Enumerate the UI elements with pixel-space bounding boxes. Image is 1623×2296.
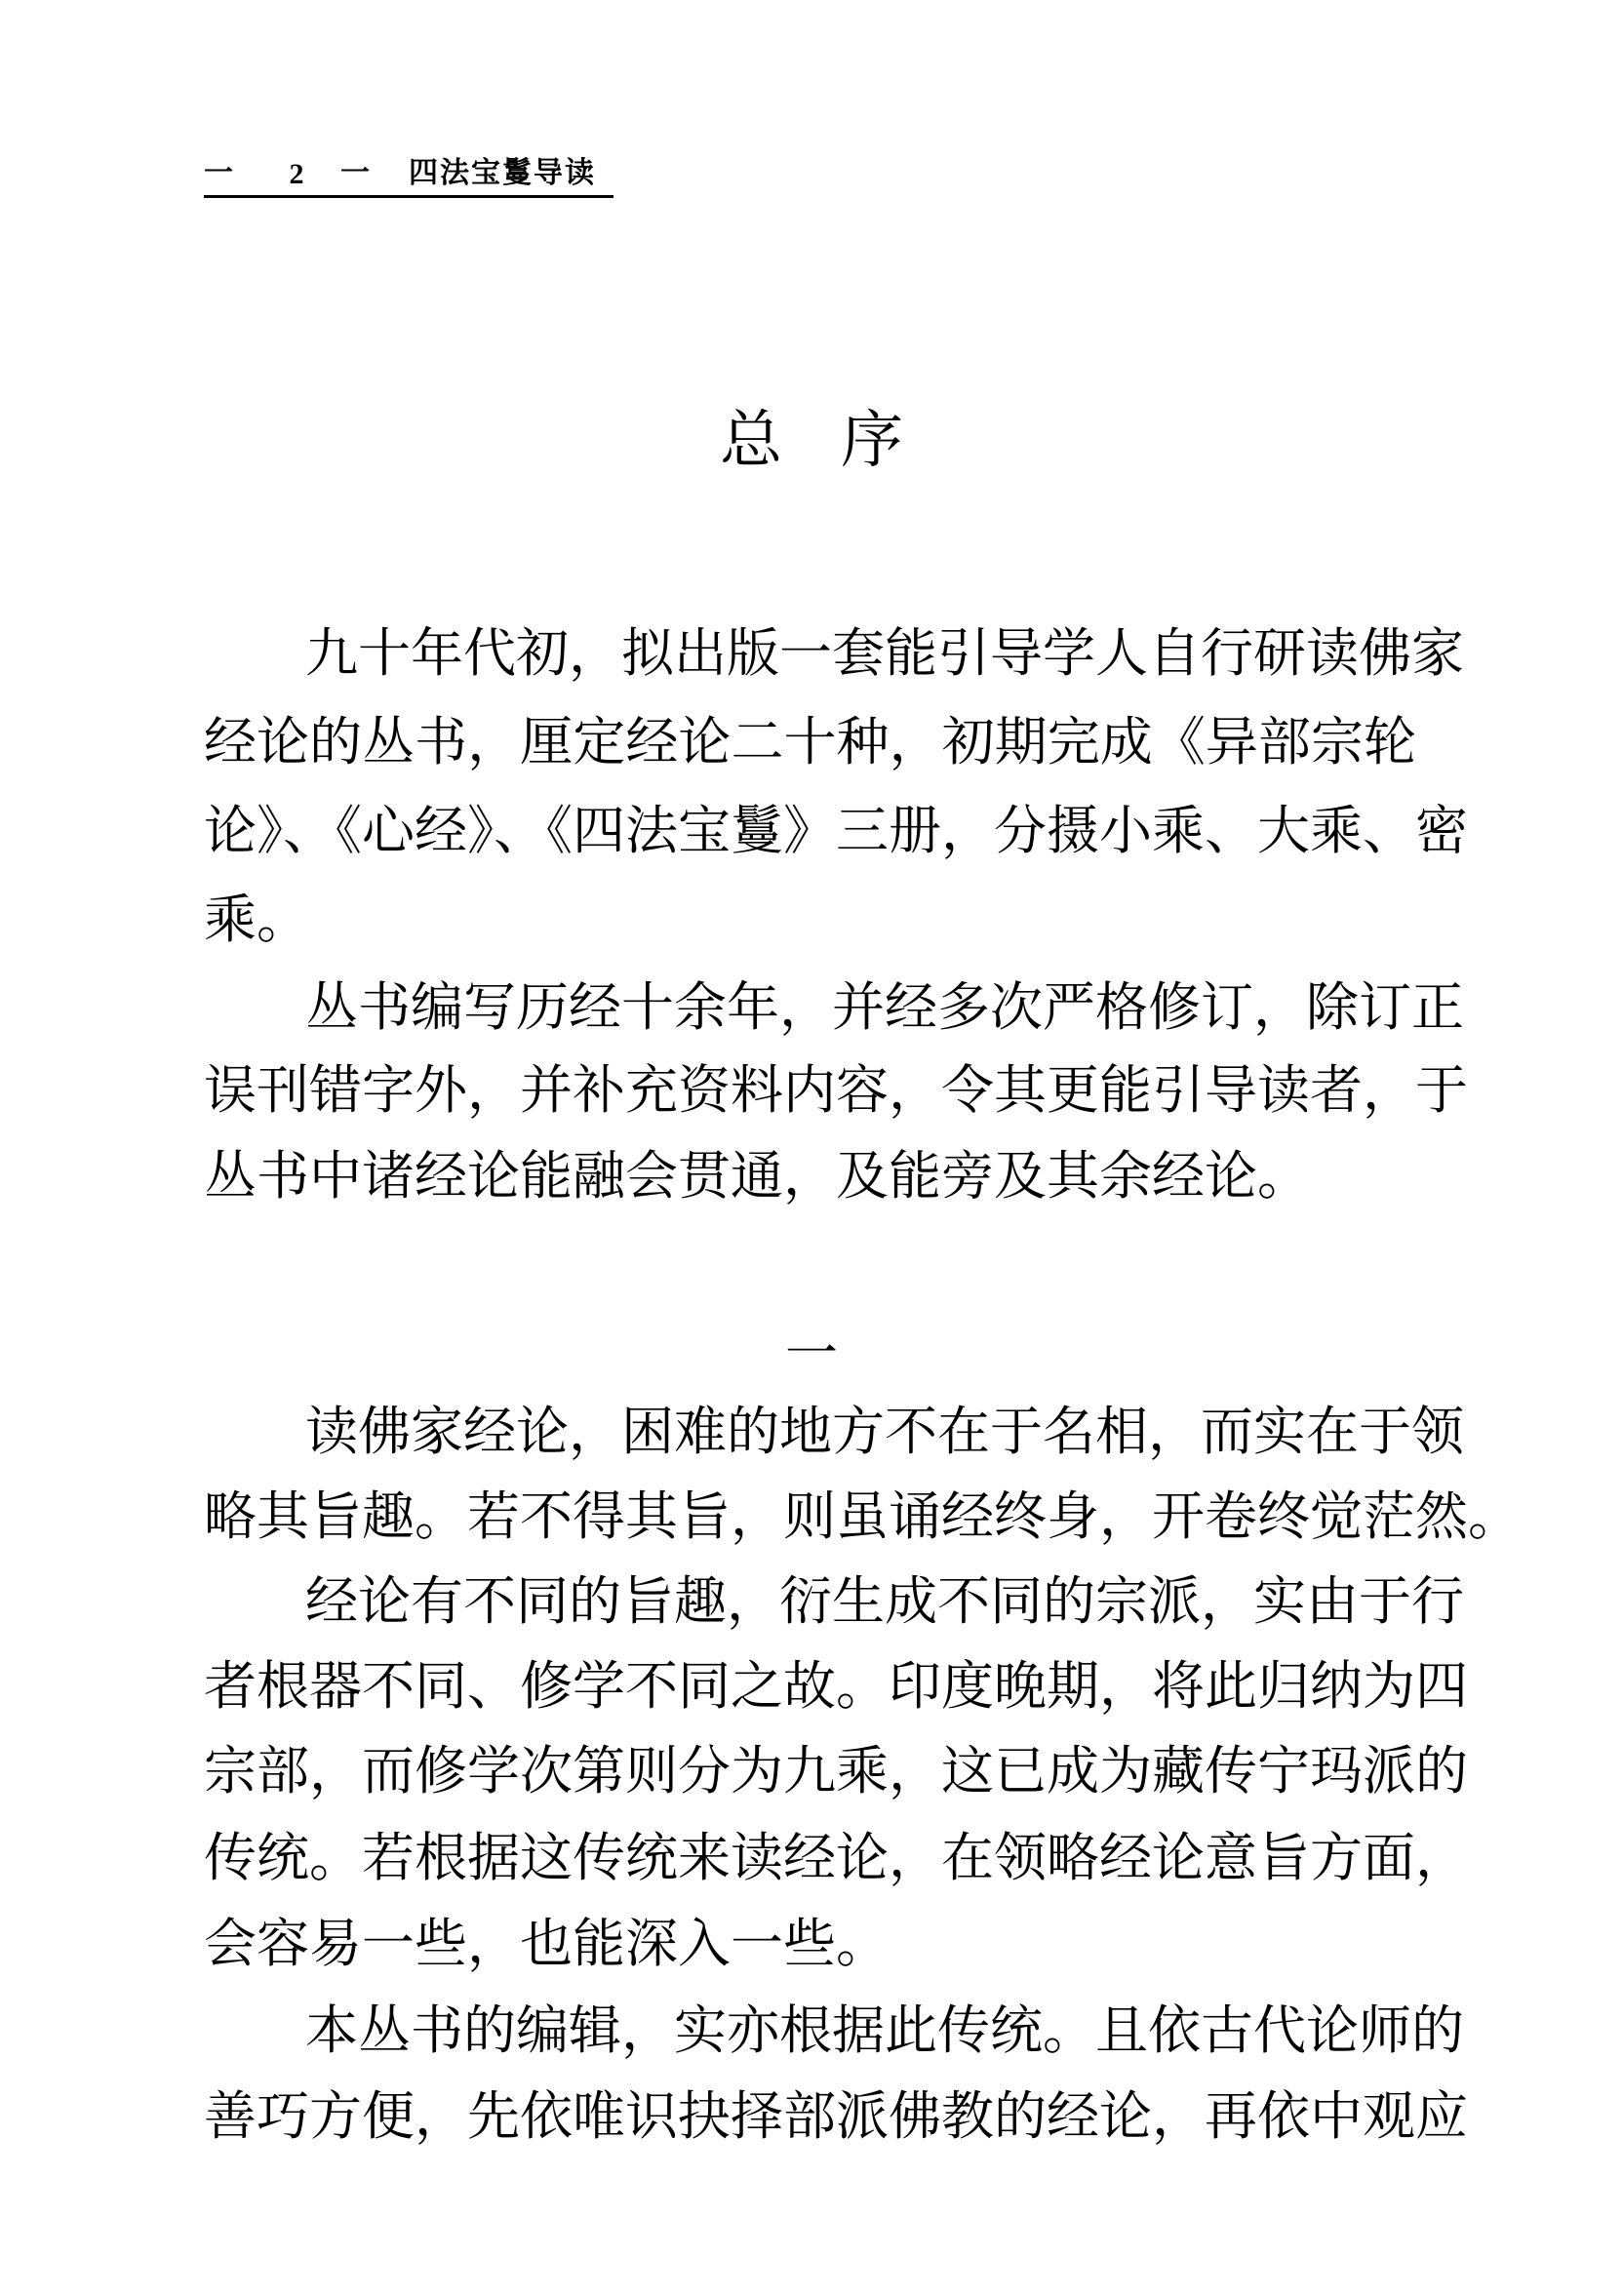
body-line: 乘。 [204,889,309,950]
page-number: 2 [289,158,304,190]
body-line: 善巧方便，先依唯识抉择部派佛教的经论，再依中观应 [204,2085,1468,2147]
body-line: 读佛家经论，困难的地方不在于名相，而实在于领 [305,1401,1464,1462]
body-line: 经论有不同的旨趣，衍生成不同的宗派，实由于行 [305,1570,1464,1632]
body-line: 九十年代初，拟出版一套能引导学人自行研读佛家 [305,622,1464,684]
body-line: 宗部，而修学次第则分为九乘，这已成为藏传宁玛派的 [204,1740,1468,1801]
book-title: 四法宝鬘导读 [409,156,596,190]
body-line: 会容易一些，也能深入一些。 [204,1913,889,1974]
body-line: 本丛书的编辑，实亦根据此传统。且依古代论师的 [305,1999,1464,2061]
header-dash: 一 [204,156,233,190]
body-line: 丛书中诸经论能融会贯通，及能旁及其余经论。 [204,1145,1310,1207]
body-line: 经论的丛书，厘定经论二十种，初期完成《异部宗轮 [204,711,1416,772]
body-line: 误刊错字外，并补充资料内容，令其更能引导读者，于 [204,1059,1468,1121]
section-heading: 一 [785,1323,838,1384]
running-header [204,152,614,198]
body-line: 论》、《心经》、《四法宝鬘》三册，分摄小乘、大乘、密 [204,800,1468,861]
body-line: 略其旨趣。若不得其旨，则虽诵经终身，开卷终觉茫然。 [204,1485,1521,1547]
body-line: 者根器不同、修学不同之故。印度晚期，将此归纳为四 [204,1655,1468,1717]
page-title: 总序 [720,405,962,477]
body-line: 丛书编写历经十余年，并经多次严格修订，除订正 [305,976,1464,1038]
body-line: 传统。若根据这传统来读经论，在领略经论意旨方面， [204,1827,1468,1888]
header-dash: 一 [340,156,370,190]
